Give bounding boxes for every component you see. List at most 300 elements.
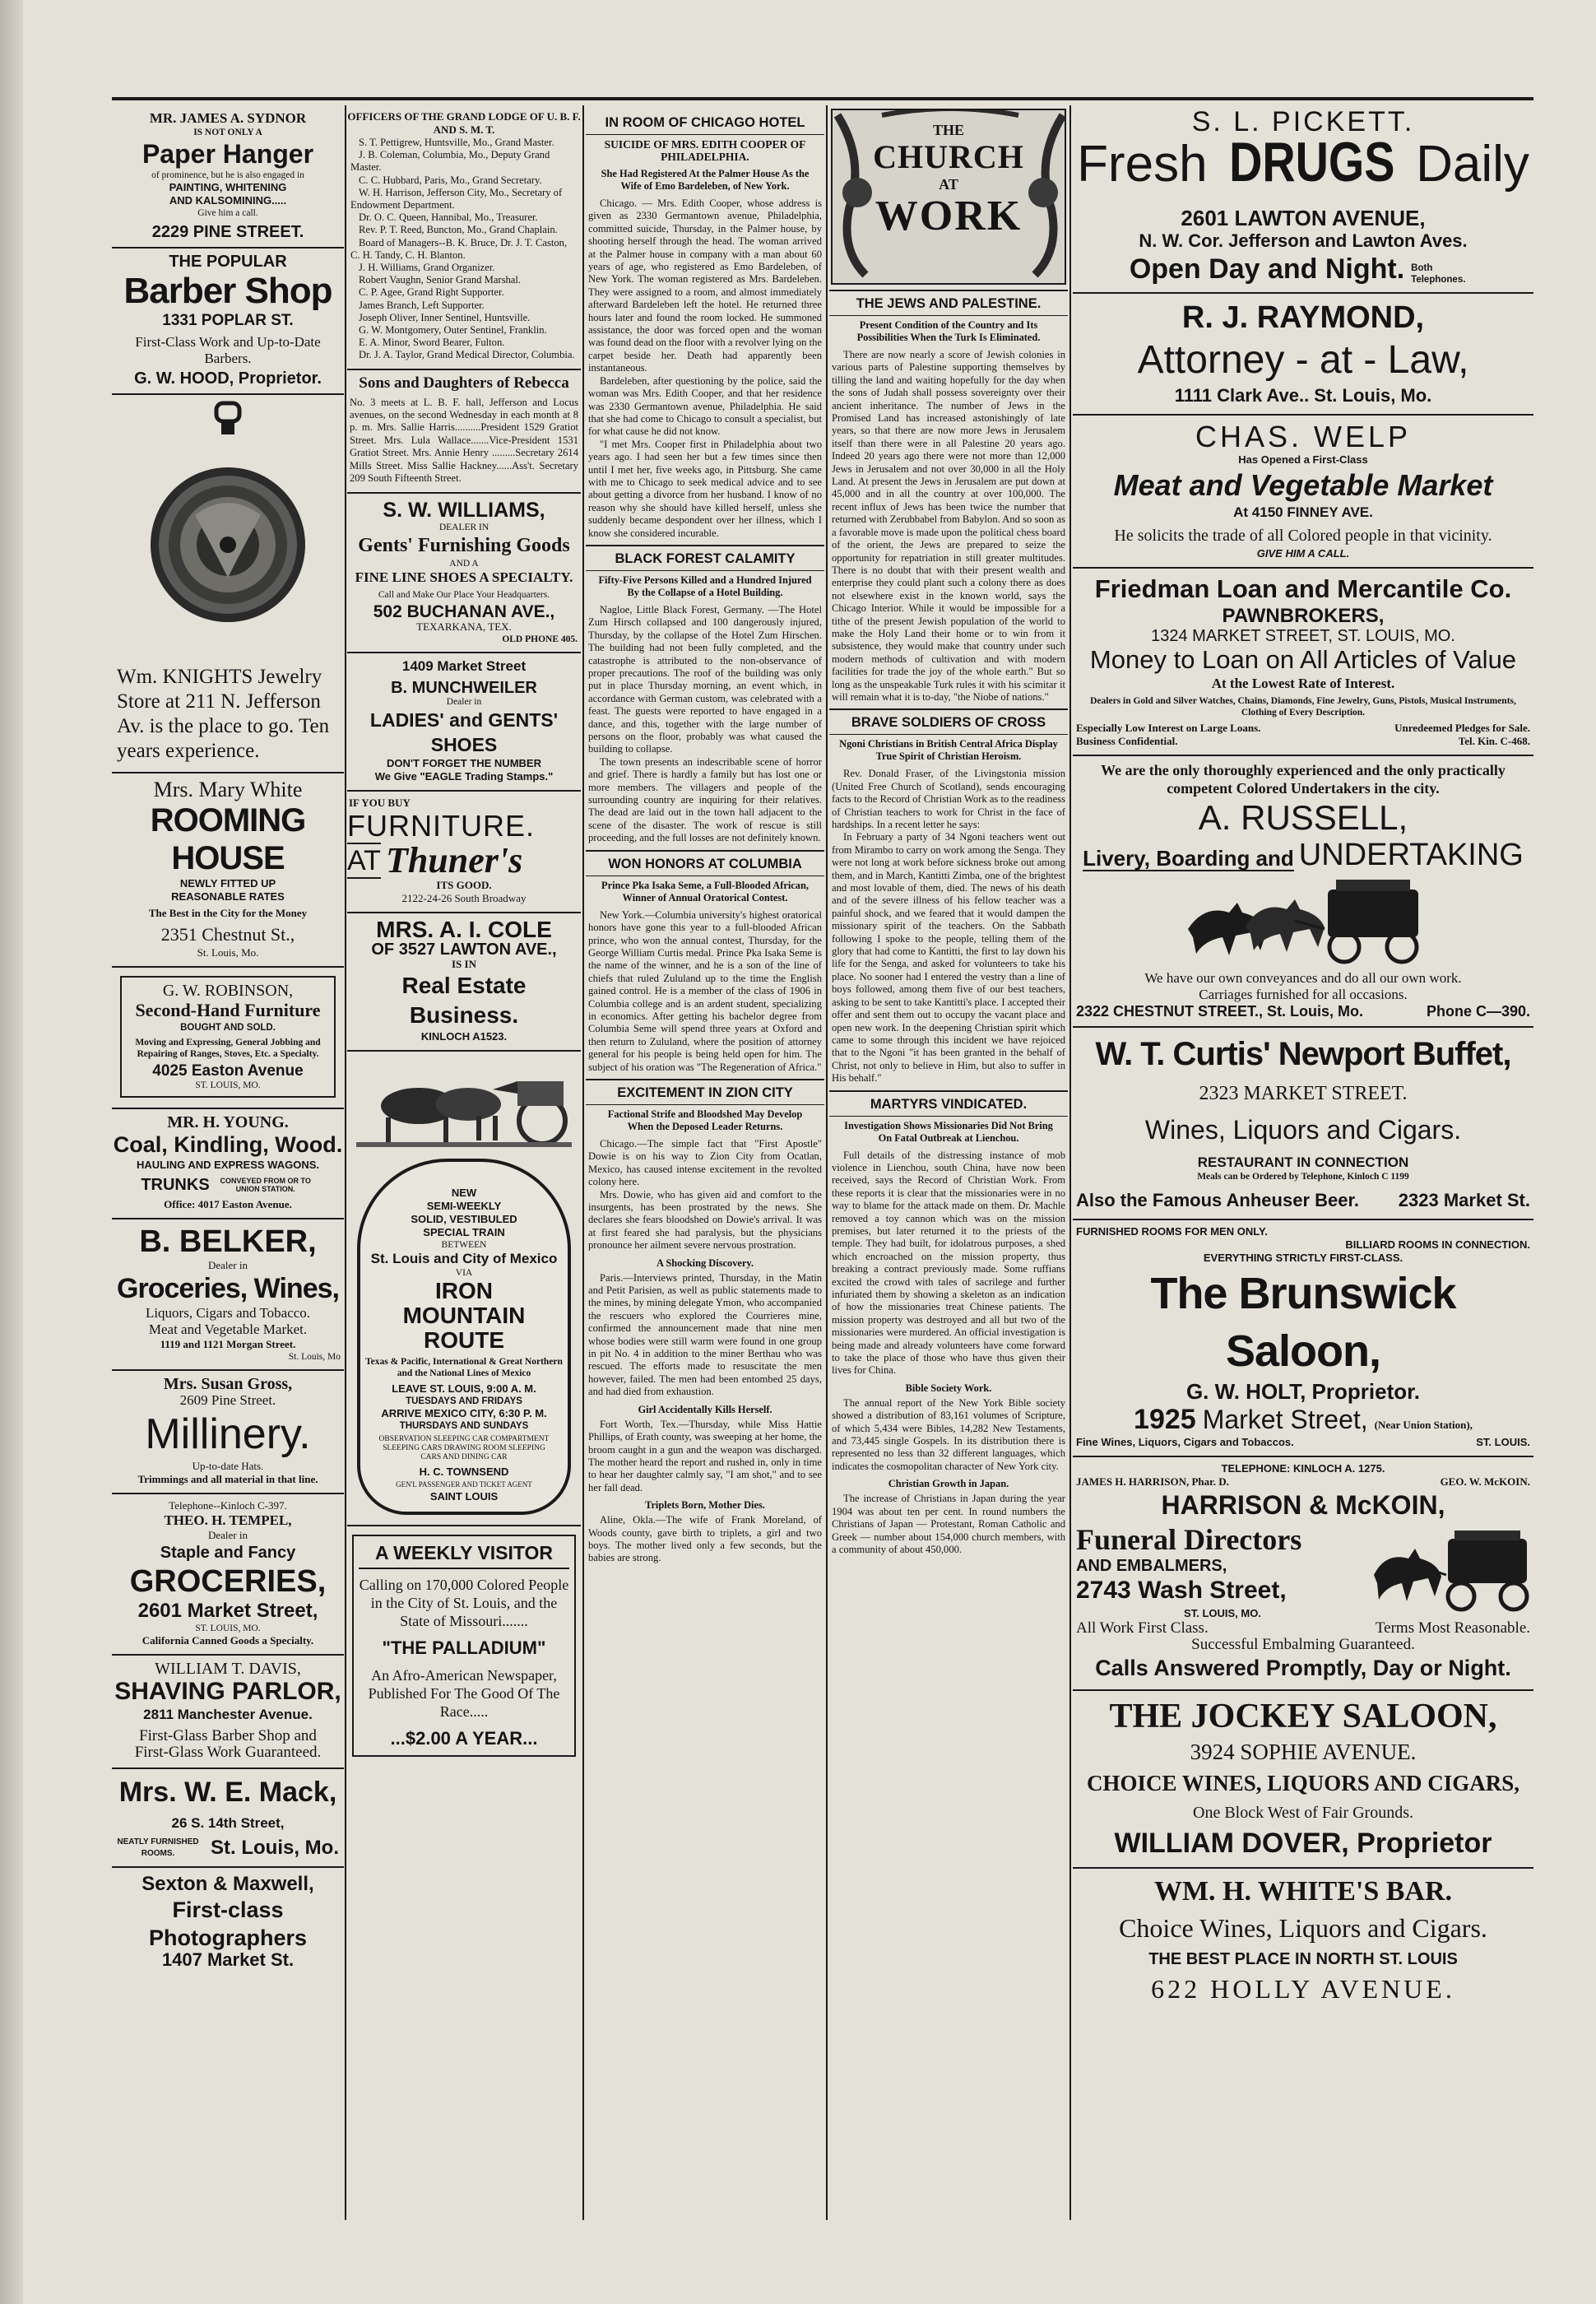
ad-address: 1409 Market Street (401, 657, 527, 674)
article-subhead: Bible Society Work. (905, 1382, 992, 1394)
ad-robinson-furniture (112, 968, 344, 1109)
article-headline: BLACK FOREST CALAMITY (586, 545, 824, 571)
article-paragraph: Aline, Okla.—The wife of Frank Moreland, of Woods county, gave birth to triplets, a girl and two boys. The mother lived only a few seconds, but the babies are strong. (588, 1514, 822, 1564)
ad-line: Meat and Vegetable Market. (148, 1322, 308, 1337)
ad-line: He solicits the trade of all Colored people in that vicinity. (1114, 527, 1492, 545)
ad-line: Dealer in (207, 1529, 248, 1541)
ad-knights-jewelry (112, 395, 344, 773)
ad-headline: S. L. PICKETT. (1191, 106, 1415, 137)
section-title: Sons and Daughters of Rebecca (359, 374, 569, 392)
oxen-cart-icon (353, 1057, 575, 1155)
ad-headline: Coal, Kindling, Wood. (113, 1132, 343, 1157)
brunswick-row (1073, 1436, 1533, 1449)
ad-headline: ROUTE (424, 1326, 504, 1353)
ad-line: Telephone--Kinloch C-397. (169, 1499, 287, 1512)
ad-line: Has Opened a First-Class (1238, 453, 1368, 466)
ad-address: 1925 (1134, 1404, 1196, 1435)
ad-headline: Real Estate Business. (401, 972, 527, 1028)
article-subhead: Girl Accidentally Kills Herself. (638, 1403, 772, 1415)
friedman-right (1394, 722, 1530, 748)
ad-headline: R. J. RAYMOND, (1181, 300, 1425, 335)
ad-line: GEO. W. McKOIN. (1440, 1475, 1530, 1488)
masthead-text (833, 122, 1065, 240)
ad-line: St. Louis, Mo. (197, 946, 259, 959)
ad-line: California Canned Goods a Specialty. (142, 1634, 314, 1647)
officer-entry: J. H. Williams, Grand Organizer. (359, 262, 495, 274)
ad-line: PAINTING, WHITENING (169, 181, 287, 193)
article-subhead: Ngoni Christians in British Central Africa Display True Spirit of Christian Heroism. (839, 738, 1058, 763)
article-paragraph: New York.—Columbia university's highest oratorical honors have gone this year to a full-blooded African prince, who won the annual contest, Thursday, for the George William Curtis medal. Prince Pka Isaka Seme is the name of the winner, and he is a son of the line of chiefs that ruled Zululand up to the time the English gained control. He is a member of the class of 1906 in Columbia college and is an ardent student, specializing in economics. After getting his bachelor degree from Columbia Seme will spend three years at Oxford and then return to Zululand, where the position of attorney general for his people is being held open for him. The subject of his oration was "The Regeneration of Africa." (588, 908, 822, 1073)
ad-thuner-furniture (347, 792, 581, 913)
ad-address: 2743 Wash Street, (1076, 1577, 1287, 1604)
officer-entry: Rev. P. T. Reed, Buncton, Mo., Grand Chaplain. (359, 224, 558, 236)
ad-line: We are the only thoroughly experienced and the only practically competent Colored Undertakers in the city. (1101, 762, 1506, 797)
article-headline: MARTYRS VINDICATED. (829, 1090, 1068, 1117)
ad-line: We Give "EAGLE Trading Stamps." (374, 769, 554, 783)
column-rule (826, 105, 828, 2220)
ad-address: 2609 Pine Street. (179, 1392, 276, 1408)
column-4 (829, 105, 1068, 1556)
article-paragraph: Bardeleben, after questioning by the police, said the woman was Mrs. Edith Cooper, and that her residence was 2330 Germantown avenue, Philadelphia. He said that she had come to Chicago to consult a specialist, but for what cause he did not know. (588, 374, 822, 438)
ad-line: First-Glass Barber Shop and (139, 1727, 317, 1744)
ad-address: 502 BUCHANAN AVE., (373, 602, 555, 621)
article-subhead: A Shocking Discovery. (656, 1257, 754, 1269)
ad-line: Mrs. Mary White (153, 778, 303, 801)
ad-headline: A WEEKLY VISITOR (359, 1541, 569, 1569)
ad-line: BOUGHT AND SOLD. (180, 1023, 276, 1033)
ad-address: 3924 SOPHIE AVENUE. (1190, 1740, 1417, 1764)
pocket-watch-icon (146, 400, 310, 663)
ad-line: REASONABLE RATES (171, 890, 285, 903)
ad-headline: UNDERTAKING (1298, 838, 1524, 872)
ad-box (352, 1535, 576, 1757)
ad-headline: W. T. Curtis' Newport Buffet, (1095, 1036, 1511, 1072)
ad-line: ...$2.00 A YEAR... (390, 1727, 538, 1749)
ad-line: Fine Wines, Liquors, Cigars and Tobaccos. (1076, 1436, 1294, 1448)
ad-address: 2323 Market St. (1398, 1190, 1530, 1210)
ad-munchweiler-shoes (347, 653, 581, 792)
ad-white-bar (1073, 1869, 1533, 2012)
ad-line: JAMES H. HARRISON, Phar. D. (1076, 1475, 1229, 1488)
ad-line: Carriages furnished for all occasions. (1199, 987, 1408, 1002)
article-paragraph: In February a party of 34 Ngoni teachers went out from Mirambo to carry on work among the Senga. They were not long at work before sickness broke out among them, and in March, Kantitti Zimba, one of the brightest and most lovable of them, died. The news of his death and of the severe illness of his fellow teacher was a painful shock, and we feared that it would dampen the missionary spirit of the teachers. On the Sabbath following I spoke to the people, telling them of the glory that had come to Kantitti, the first to lay down his life for the Senga, and asked for volunteers to take his place. No sooner had I entered the vestry than a line of boys followed, among them five of our best teachers, asking to be sent to take Kantitti's place. I accepted their offer and sent them out to occupy the vacant place and open new work. In the deepening Christian spirit which came to some through this incident we have rejoiced that to the Ngoni "it has been granted in the behalf of Christ, not only to believe in Him, but also to suffer in His behalf." (832, 831, 1065, 1085)
article-subhead: SUICIDE OF MRS. EDITH COOPER OF PHILADELPHIA. (604, 138, 806, 163)
officer-entry: Dr. O. C. Queen, Hannibal, Mo., Treasurer. (359, 211, 538, 224)
article-paragraph: Fort Worth, Tex.—Thursday, while Miss Hattie Phillips, of Erath county, was sweeping at her home, the broom caught in a gun and the weapon was discharged. The mother heard the report and rushed in, only in time to hear her daughter calmly say, "I am shot," and to see her fall dead. (588, 1418, 822, 1493)
ad-headline: Groceries, Wines, (117, 1273, 339, 1304)
article-paragraph: Nagloe, Little Black Forest, Germany. —The Hotel Zum Hirsch collapsed and 100 dangerously injured, Thursday, by the collapse of the Hotel Zum Hirschen. The building had not been fully completed, and the catastrophe is attributed to the non-observance of proper precautions. The roof of the building was only put in place Thursday morning, an event which, in accordance with German custom, was celebrated with a feast. The guests were reported to have engaged in a dance, and this, together with the large number of persons on the floor, probably was what caused the building to collapse. (588, 603, 822, 755)
ad-line: Especially Low Interest on Large Loans. (1076, 722, 1261, 734)
ad-harrison-mckoin (1073, 1457, 1533, 1691)
ad-line: Give him a call. (197, 208, 258, 218)
ad-line: G. W. HOLT, Proprietor. (1185, 1379, 1421, 1404)
ad-russell-undertaking (1073, 756, 1533, 1028)
ad-barber-shop (112, 249, 344, 395)
open-day-night (1073, 253, 1533, 286)
ad-headline: The Brunswick Saloon, (1150, 1269, 1456, 1376)
ad-headline: FURNITURE. (347, 808, 535, 843)
ad-headline: Meat and Vegetable Market (1113, 468, 1493, 502)
masthead-line: WORK (875, 193, 1023, 239)
ad-line: NEWLY FITTED UP (179, 877, 276, 890)
ad-mack-rooms (112, 1769, 344, 1868)
ad-headline: S. W. WILLIAMS, (383, 498, 545, 522)
ad-line: IS NOT ONLY A (193, 128, 262, 137)
ad-line: Call and Make Our Place Your Headquarters. (378, 589, 550, 600)
ad-line: G. W. ROBINSON, (162, 982, 294, 1000)
article-subhead: Fifty-Five Persons Killed and a Hundred Injured By the Collapse of a Hotel Building. (598, 574, 812, 598)
ad-address: 2601 LAWTON AVENUE, (1181, 206, 1426, 230)
ad-palladium-visitor (347, 1526, 581, 1767)
officer-entry: C. P. Agee, Grand Right Supporter. (359, 286, 504, 299)
harrison-text (1073, 1521, 1369, 1620)
ad-rooming-house (112, 773, 344, 968)
ad-line: ITS GOOD. (436, 878, 492, 891)
ad-line: MR. H. YOUNG. (167, 1113, 289, 1131)
ad-line: DEALER IN (438, 522, 489, 532)
ad-line: G. W. HOOD, Proprietor. (134, 369, 322, 388)
article-headline: BRAVE SOLDIERS OF CROSS (829, 708, 1068, 735)
ad-line: Business Confidential. (1076, 735, 1178, 747)
ad-line: TRUNKS (141, 1176, 210, 1194)
ad-line: At the Lowest Rate of Interest. (1211, 676, 1395, 691)
article-paragraph: "I met Mrs. Cooper first in Philadelphia about two years ago. I had seen her but a few times since then until I met her, five weeks ago, in Pittsburg. She came with me to Chicago to seek medical advice and to see about getting a divorce from her husband. I know of no reason why she should have killed herself, unless she suddenly became despondent over her illness, which I know she considered incurable. (588, 438, 822, 539)
officer-entry: E. A. Minor, Sword Bearer, Fulton. (359, 337, 505, 349)
ad-headline: IRON (435, 1277, 493, 1303)
ad-sydnor (112, 105, 344, 249)
ad-line: ST. LOUIS, MO. (195, 1080, 261, 1090)
ad-young-coal (112, 1109, 344, 1219)
ad-headline: Money to Loan on All Articles of Value (1089, 645, 1517, 674)
masthead-line: THE (932, 122, 964, 138)
column-rule (345, 105, 346, 2220)
ad-line: Trimmings and all material in that line. (137, 1473, 318, 1485)
ad-headline: WM. H. WHITE'S BAR. (1153, 1876, 1453, 1907)
ad-line: TUESDAYS AND FRIDAYS (406, 1396, 522, 1406)
ad-headline: Calls Answered Promptly, Day or Night. (1095, 1656, 1511, 1680)
column-1 (112, 105, 344, 1975)
column-3 (586, 105, 824, 1565)
harrison-names (1073, 1475, 1533, 1489)
ad-address: 2351 Chestnut St., (160, 924, 295, 945)
ad-line: Unredeemed Pledges for Sale. (1394, 722, 1530, 734)
article-subhead: Christian Growth in Japan. (888, 1478, 1009, 1490)
mack-bottom (112, 1837, 344, 1860)
ad-line: IF YOU BUY (349, 796, 411, 809)
top-rule (112, 97, 1533, 100)
ad-line: of prominence, but he is also engaged in (151, 170, 304, 180)
article-subhead: Investigation Shows Missionaries Did Not Bring On Fatal Outbreak at Lienchou. (844, 1119, 1053, 1144)
church-at-work-masthead (831, 109, 1066, 285)
ad-line: SPECIAL TRAIN (423, 1225, 505, 1238)
ad-address: 1407 Market St. (161, 1949, 295, 1970)
ad-line: The Best in the City for the Money (148, 907, 308, 919)
ad-headline: Barber Shop (123, 271, 332, 311)
ad-line: WILLIAM T. DAVIS, (155, 1660, 301, 1678)
ad-line: Texas & Pacific, International & Great Northern and the National Lines of Mexico (365, 1356, 563, 1378)
ad-line: Phone C—390. (1426, 1003, 1530, 1020)
ad-line: EVERYTHING STRICTLY FIRST-CLASS. (1203, 1252, 1403, 1264)
ad-address: 1111 Clark Ave.. St. Louis, Mo. (1174, 385, 1432, 406)
officer-entry: James Branch, Left Supporter. (359, 299, 485, 311)
ad-cole-real-estate (347, 913, 581, 1052)
ad-welp-market (1073, 416, 1533, 569)
ad-address: 1119 and 1121 Morgan Street. (160, 1338, 296, 1350)
ad-line: BILLIARD ROOMS IN CONNECTION. (1345, 1238, 1530, 1251)
section-title: OFFICERS OF THE GRAND LODGE OF U. B. F. AND S. M. T. (347, 110, 581, 136)
ad-line: AND A (449, 558, 479, 569)
ad-line: RESTAURANT IN CONNECTION (1197, 1154, 1409, 1170)
officer-entry: S. T. Pettigrew, Huntsville, Mo., Grand Master. (359, 137, 554, 148)
ad-line: SOLID, VESTIBULED (411, 1212, 517, 1225)
ad-line: OLD PHONE 405. (502, 634, 578, 644)
ad-headline: Millinery. (145, 1410, 311, 1458)
article-paragraph: The annual report of the New York Bible society showed a distribution of 83,161 volumes of Scripture, of which 5,434 were Bibles, 14,282 New Testaments, and 73,445 single Gospels. In its distribution there is represented no less than 32 different languages, which indicates the cosmopolitan character of New York city. (832, 1396, 1065, 1472)
officer-entry: W. H. Harrison, Jefferson City, Mo., Secretary of Endowment Department. (350, 186, 563, 211)
ad-address: Office: 4017 Easton Avenue. (164, 1198, 292, 1210)
article-subhead: Factional Strife and Bloodshed May Develop When the Deposed Leader Returns. (607, 1108, 803, 1132)
ad-line: Liquors, Cigars and Tobacco. (145, 1305, 311, 1321)
ad-curtis-buffet (1073, 1028, 1533, 1220)
rebecca-notice (347, 370, 581, 494)
ad-address: 4025 Easton Avenue (152, 1062, 304, 1080)
ad-line: Meals can be Ordered by Telephone, Kinloch C 1199 (1197, 1172, 1409, 1182)
ad-line: Terms Most Reasonable. (1375, 1619, 1530, 1637)
ad-address: 2229 PINE STREET. (151, 223, 304, 241)
ad-headline: Gents' Furnishing Goods (358, 534, 570, 556)
ad-address: 622 HOLLY AVENUE. (1151, 1974, 1455, 2004)
ad-headline: DRUGS (1228, 131, 1395, 193)
ad-headline: CHAS. WELP (1195, 420, 1412, 453)
ad-headline: Choice Wines, Liquors and Cigars. (1119, 1913, 1487, 1943)
article-subhead: Present Condition of the Country and Its Possibilities When the Turk Is Eliminated. (856, 319, 1041, 343)
ad-headline: "THE PALLADIUM" (382, 1637, 546, 1658)
masthead-line: CHURCH (873, 138, 1024, 175)
officer-entry: Joseph Oliver, Inner Sentinel, Huntsville. (359, 311, 531, 323)
officer-entry: J. B. Coleman, Columbia, Mo., Deputy Grand Master. (350, 149, 550, 174)
ad-sexton-photographers (112, 1868, 344, 1975)
trunks-line (112, 1177, 344, 1193)
ad-line: An Afro-American Newspaper, Published For The Good Of The Race..... (368, 1666, 560, 1720)
ad-jockey-saloon (1073, 1691, 1533, 1869)
article-paragraph: Chicago. — Mrs. Edith Cooper, whose address is given as 2330 Germantown avenue, Philadelphia, committed suicide, Thursday, in the Palmer house, by shooting herself through the head. The woman arrived at the Palmer house in company with a man about 60 years of age, who registered as Emo Bardeleben, of New York. The woman registered as Mrs. Bardeleben. They were assigned to a room, and almost immediately afterward Bardeleben left the hotel. He returned three hours later and found the room locked. He summoned assistance, the door was forced open and the woman was found dead on the floor with a revolver lying on the carpet beside her. Death had apparently been instantaneous. (588, 197, 822, 374)
ad-headline: Attorney - at - Law, (1137, 338, 1469, 382)
ad-line: Successful Embalming Guaranteed. (1191, 1636, 1415, 1653)
ad-line: Up-to-date Hats. (192, 1460, 264, 1472)
ad-line: Sexton & Maxwell, (142, 1873, 314, 1895)
article-paragraph: Chicago.—The simple fact that "First Apostle" Dowie is on his way to Zion City from Ocatlan, Mexico, has caused intense excitement in the revolted colony here. (588, 1137, 822, 1188)
ad-address: At 4150 FINNEY AVE. (1233, 504, 1373, 520)
ad-belker-groceries (112, 1219, 344, 1371)
harrison-terms (1073, 1620, 1533, 1637)
ad-address: 2323 MARKET STREET. (1199, 1083, 1408, 1104)
ad-headline: GROCERIES, (129, 1564, 327, 1599)
ad-friedman-loan (1073, 569, 1533, 756)
ad-address: 2322 CHESTNUT STREET., St. Louis, Mo. (1076, 1003, 1364, 1020)
friedman-row (1073, 722, 1533, 748)
notice-text: No. 3 meets at L. B. F. hall, Jefferson and Locus avenues, on the second Wednesday in each month at 8 p. m. Mrs. Sallie Harris..........President 1529 Gratiot Street. Mrs. Lula Wallace.......Vice-President 1531 Gratiot Street. Mrs. Annie Henry .........Secretary 2614 Mills Street. Miss Sallie Hackney......Ass't. Secretary 209 South Fifteenth Street. (350, 396, 578, 485)
ad-line: One Block West of Fair Grounds. (1193, 1804, 1413, 1822)
ad-headline: Second-Hand Furniture (135, 1000, 321, 1020)
ad-line: VIA (455, 1267, 473, 1278)
ad-headline: THE JOCKEY SALOON, (1109, 1698, 1497, 1735)
ad-address: 2122-24-26 South Broadway (401, 891, 527, 904)
ad-line: FINE LINE SHOES A SPECIALTY. (355, 569, 573, 585)
article-headline: EXCITEMENT IN ZION CITY (586, 1079, 824, 1105)
article-paragraph: Mrs. Dowie, who has given aid and comfort to the insurgents, has been prostrated by the news. She declares she fears bloodshed on Dowie's arrival. It was at first feared she had paralysis, but the physicians pronounce her ailment severe nervous prostration. (588, 1188, 822, 1252)
ad-headline: Funeral Directors (1076, 1523, 1302, 1556)
friedman-left (1076, 722, 1260, 748)
ad-iron-mountain-route (347, 1052, 581, 1526)
ad-line: THE BEST PLACE IN NORTH ST. LOUIS (1148, 1950, 1458, 1968)
ad-headline: Wines, Liquors and Cigars. (1144, 1115, 1462, 1145)
harrison-body (1073, 1521, 1533, 1620)
masthead-line: AT (939, 176, 958, 193)
ad-line: GEN'L PASSENGER AND TICKET AGENT (396, 1479, 532, 1489)
hearse-carriage-icon (1171, 871, 1435, 970)
ad-line: First-Class Work and Up-to-Date Barbers. (135, 334, 321, 366)
ad-headline: ROOMING HOUSE (150, 802, 306, 876)
funeral-carriage-icon (1369, 1526, 1533, 1616)
russell-address-row (1073, 1003, 1533, 1020)
ad-headline: First-class Photographers (148, 1898, 308, 1950)
ad-line: OBSERVATION SLEEPING CAR COMPARTMENT SLEEPING CARS DRAWING ROOM SLEEPING CARS AND DINING CAR (378, 1434, 550, 1461)
ad-headline: CHOICE WINES, LIQUORS AND CIGARS, (1086, 1771, 1520, 1795)
article-headline: WON HONORS AT COLUMBIA (586, 850, 824, 876)
ad-williams-gents (347, 494, 581, 653)
ad-address: 2601 Market Street, (137, 1600, 318, 1622)
ad-line: We have our own conveyances and do all our own work. (1144, 970, 1462, 986)
ad-line: All Work First Class. (1076, 1619, 1209, 1637)
ad-address: 1324 MARKET STREET, ST. LOUIS, MO. (1151, 627, 1455, 645)
ad-line: THEO. H. TEMPEL, (164, 1512, 292, 1528)
ad-headline: B. BELKER, (139, 1224, 317, 1259)
ad-line: DON'T FORGET THE NUMBER (387, 756, 541, 769)
article-paragraph: There are now nearly a score of Jewish colonies in various parts of Palestine supporting themselves by tilling the land and waiting hopefully for the day when the sons of Judah shall possess sovereignty over their ancient inheritance. The number of Jews in the Promised Land has increased astonishingly of late years, so that there are now more Jews in Jerusalem itself than there were in all Palestine 20 years ago. Indeed 20 years ago there were not more than 12,000 Jews in Jerusalem and not over 30,000 in all the Holy Land. At present the Jews in Jerusalem are put down at 45,000 and in all the country at over 100,000. The recent influx of Jews has been twice the number that returned with Zerubbabel from Babylon. And so soon as a favorable move is made upon the political chess board of the orient, the Jews are prepared to seize the opportunity for repatriation in still greater multitudes. There is no doubt that with their present wealth and enterprise they could plant such a colony there as does not elsewhere exist in the known world, says the Chicago Interior. While it would be impossible for a tithe of the present Jewish population of the world to make the Holy Land their home or to win from it subsistence, they would make that country under such modern methods of cultivation and with modern facilities for trade the joy of the whole earth." But so long as the unspeakable Turk rules it with his scimitar it will remain what it is to-day, "the Niobe of nations." (832, 349, 1065, 703)
article-paragraph: Rev. Donald Fraser, of the Livingstonia mission (United Free Church of Scotland), sends encouraging facts to the Record of Christian Work as to the readiness of Christian teachers to work for Christ in the face of hardships. In a recent letter he says: (832, 768, 1065, 830)
ad-line: MR. JAMES A. SYDNOR (149, 110, 307, 126)
ad-line: Both Telephones. (1411, 263, 1466, 285)
column-5 (1073, 105, 1533, 2012)
article-headline: THE JEWS AND PALESTINE. (829, 290, 1068, 316)
column-rule (582, 105, 584, 2220)
ad-logo-text: Thuner's (385, 839, 523, 880)
article-headline: IN ROOM OF CHICAGO HOTEL (586, 110, 824, 135)
ad-line: First-Glass Work Guaranteed. (134, 1744, 322, 1761)
ad-address: 1331 POPLAR ST. (162, 312, 294, 329)
ad-headline: MRS. A. I. COLE (376, 916, 552, 942)
ad-headline: SHAVING PARLOR, (114, 1678, 341, 1705)
ad-headline: Paper Hanger (142, 139, 314, 169)
ad-line: THE POPULAR (169, 253, 287, 271)
ad-line: PAWNBROKERS, (1222, 605, 1385, 627)
ad-line: (Near Union Station), (1374, 1419, 1473, 1431)
ad-line: LEAVE ST. LOUIS, 9:00 A. M. (392, 1382, 536, 1395)
ad-line: SAINT LOUIS (429, 1489, 499, 1503)
ad-pickett-drugs (1073, 105, 1533, 294)
officer-entry: C. C. Hubbard, Paris, Mo., Grand Secretary. (359, 174, 542, 186)
ad-line: NEATLY FURNISHED ROOMS. (117, 1837, 199, 1858)
ad-line: Dealers in Gold and Silver Watches, Chains, Diamonds, Fine Jewelry, Guns, Pistols, Musical Instruments, Clothing of Every Description. (1090, 696, 1516, 718)
ad-line: GIVE HIM A CALL. (1256, 547, 1350, 560)
ad-line: Daily (1416, 136, 1529, 193)
article-subhead: Triplets Born, Mother Dies. (645, 1499, 765, 1512)
article-subhead: She Had Registered At the Palmer House As the Wife of Emo Bardeleben, of New York. (601, 168, 810, 192)
ad-line: Tel. Kin. C-468. (1458, 735, 1530, 747)
ad-line: BETWEEN (441, 1239, 487, 1250)
article-paragraph: Paris.—Interviews printed, Thursday, in the Matin and Petit Parisien, as well as public statements made to the mines, by mining delegate Ymon, who accompanied the rescuers who explored the Courrieres mine, confirmed the announcement made that nine men whose bodies were still warm were found in one group in pit No. 4 in addition to the miner Berthau who was rescued. The efforts made to resuscitate the men however, failed. The men had been entombed 25 days, and had died from exhaustion. (588, 1271, 822, 1398)
ad-line: TEXARKANA, TEX. (416, 620, 512, 633)
ad-line: Dealer in (446, 696, 482, 707)
russell-services (1073, 838, 1533, 871)
column-2 (347, 105, 581, 1767)
officer-entry: Dr. J. A. Taylor, Grand Medical Director, Columbia. (359, 349, 575, 361)
ad-line: KINLOCH A1523. (420, 1029, 508, 1043)
lodge-officers (347, 105, 581, 370)
ad-davis-shaving (112, 1656, 344, 1769)
ad-line: TELEPHONE: KINLOCH A. 1275. (1221, 1462, 1385, 1475)
ad-line: NEW (451, 1186, 477, 1199)
ad-line: AT (347, 843, 381, 879)
officer-entry: G. W. Montgomery, Outer Sentinel, Franklin. (359, 324, 547, 337)
ad-line: CONVEYED FROM OR TO UNION STATION. (220, 1177, 311, 1193)
ad-line: Mrs. Susan Gross, (163, 1375, 293, 1393)
ad-headline: A. RUSSELL, (1198, 798, 1408, 837)
ad-line: H. C. TOWNSEND (419, 1465, 509, 1478)
officers-list (347, 137, 581, 362)
ad-line: Livery, Boarding and (1083, 846, 1294, 871)
ad-line: N. W. Cor. Jefferson and Lawton Aves. (1139, 230, 1468, 251)
ad-address: 2811 Manchester Avenue. (143, 1707, 313, 1722)
ad-line: Also the Famous Anheuser Beer. (1076, 1190, 1359, 1210)
ad-address: OF 3527 LAWTON AVE., (371, 940, 557, 959)
route-oval (357, 1159, 571, 1515)
curtis-row (1073, 1189, 1533, 1212)
ad-line: ARRIVE MEXICO CITY, 6:30 P. M. (381, 1406, 547, 1419)
ad-line: ST. LOUIS, MO. (1184, 1607, 1261, 1619)
ad-line: Calling on 170,000 Colored People in the City of St. Louis, and the State of Missouri....... (359, 1576, 569, 1629)
ad-line: AND EMBALMERS, (1076, 1557, 1227, 1575)
fresh-drugs-daily (1073, 133, 1533, 207)
ad-box (120, 976, 336, 1098)
officer-entry: Board of Managers--B. K. Bruce, Dr. J. T. Caston, C. H. Tandy, C. H. Blanton. (350, 236, 568, 261)
ad-line: Fresh (1077, 136, 1208, 193)
ad-raymond-attorney (1073, 294, 1533, 416)
article-subhead: Prince Pka Isaka Seme, a Full-Blooded African, Winner of Annual Oratorical Contest. (601, 879, 809, 903)
article-paragraph: The increase of Christians in Japan during the year 1904 was about ten per cent. In round numbers the Christians of Japan — Protestant, Roman Catholic and Greek — number about 154,000 church members, with a community of about 450,000. (832, 1493, 1065, 1555)
article-paragraph: Full details of the distressing instance of mob violence in Lienchou, south China, have now been received, says the Record of Christian Work. From these reports it is clear that the missionaries were in no way to blame for the attack made on them. Dr. Machle removed a toy cannon which was on the mission premises, but later returned it to the priests of the temple. They had built, for idolatrous purposes, a shed which encroached on the mission property, thus breaking a contract previously made. Some ruffians excited the crowd with tales of sacrilege and further infuriated them by showing a skeleton as an indication of how the missionaries treat Chinese patients. The mission property was destroyed and all but two of the missionaries were murdered. An official investigation is being made and already volunteers have come forward to take the place of those who have thus given their lives for China. (832, 1149, 1065, 1377)
ad-headline: LADIES' and GENTS' SHOES (369, 708, 559, 755)
ad-line: FURNISHED ROOMS FOR MEN ONLY. (1076, 1225, 1268, 1238)
ad-line: Dealer in (207, 1259, 248, 1271)
column-rule (1069, 105, 1071, 2220)
ad-line: St. Louis, Mo (288, 1352, 341, 1362)
brunswick-address (1073, 1403, 1533, 1436)
ad-headline: WILLIAM DOVER, Proprietor (1114, 1828, 1492, 1859)
ad-text: Wm. KNIGHTS Jewelry Store at 211 N. Jefferson Av. is the place to go. Ten years experience. (117, 666, 330, 762)
ad-gross-millinery (112, 1371, 344, 1494)
ad-line: SEMI-WEEKLY (426, 1199, 502, 1212)
ad-address: Market Street, (1202, 1405, 1368, 1434)
ad-line: HAULING AND EXPRESS WAGONS. (137, 1159, 319, 1171)
ad-headline: HARRISON & McKOIN, (1161, 1490, 1445, 1520)
ad-line: AND KALSOMINING..... (169, 194, 287, 207)
article-paragraph: The town presents an indescribable scene of horror and grief. There is hardly a family but has lost one or more members. The villagers and people of the surrounding country are inquiring for their relatives. The dead are laid out in the town hall adjacent to the scene of the disaster. The work of rescue is still proceeding, and the full losses are not definitely known. (588, 755, 822, 844)
ad-line: ST. LOUIS. (1476, 1436, 1530, 1448)
ad-headline: MOUNTAIN (402, 1302, 526, 1328)
thuner-row (347, 839, 581, 880)
page-gutter-edge (0, 0, 23, 2304)
